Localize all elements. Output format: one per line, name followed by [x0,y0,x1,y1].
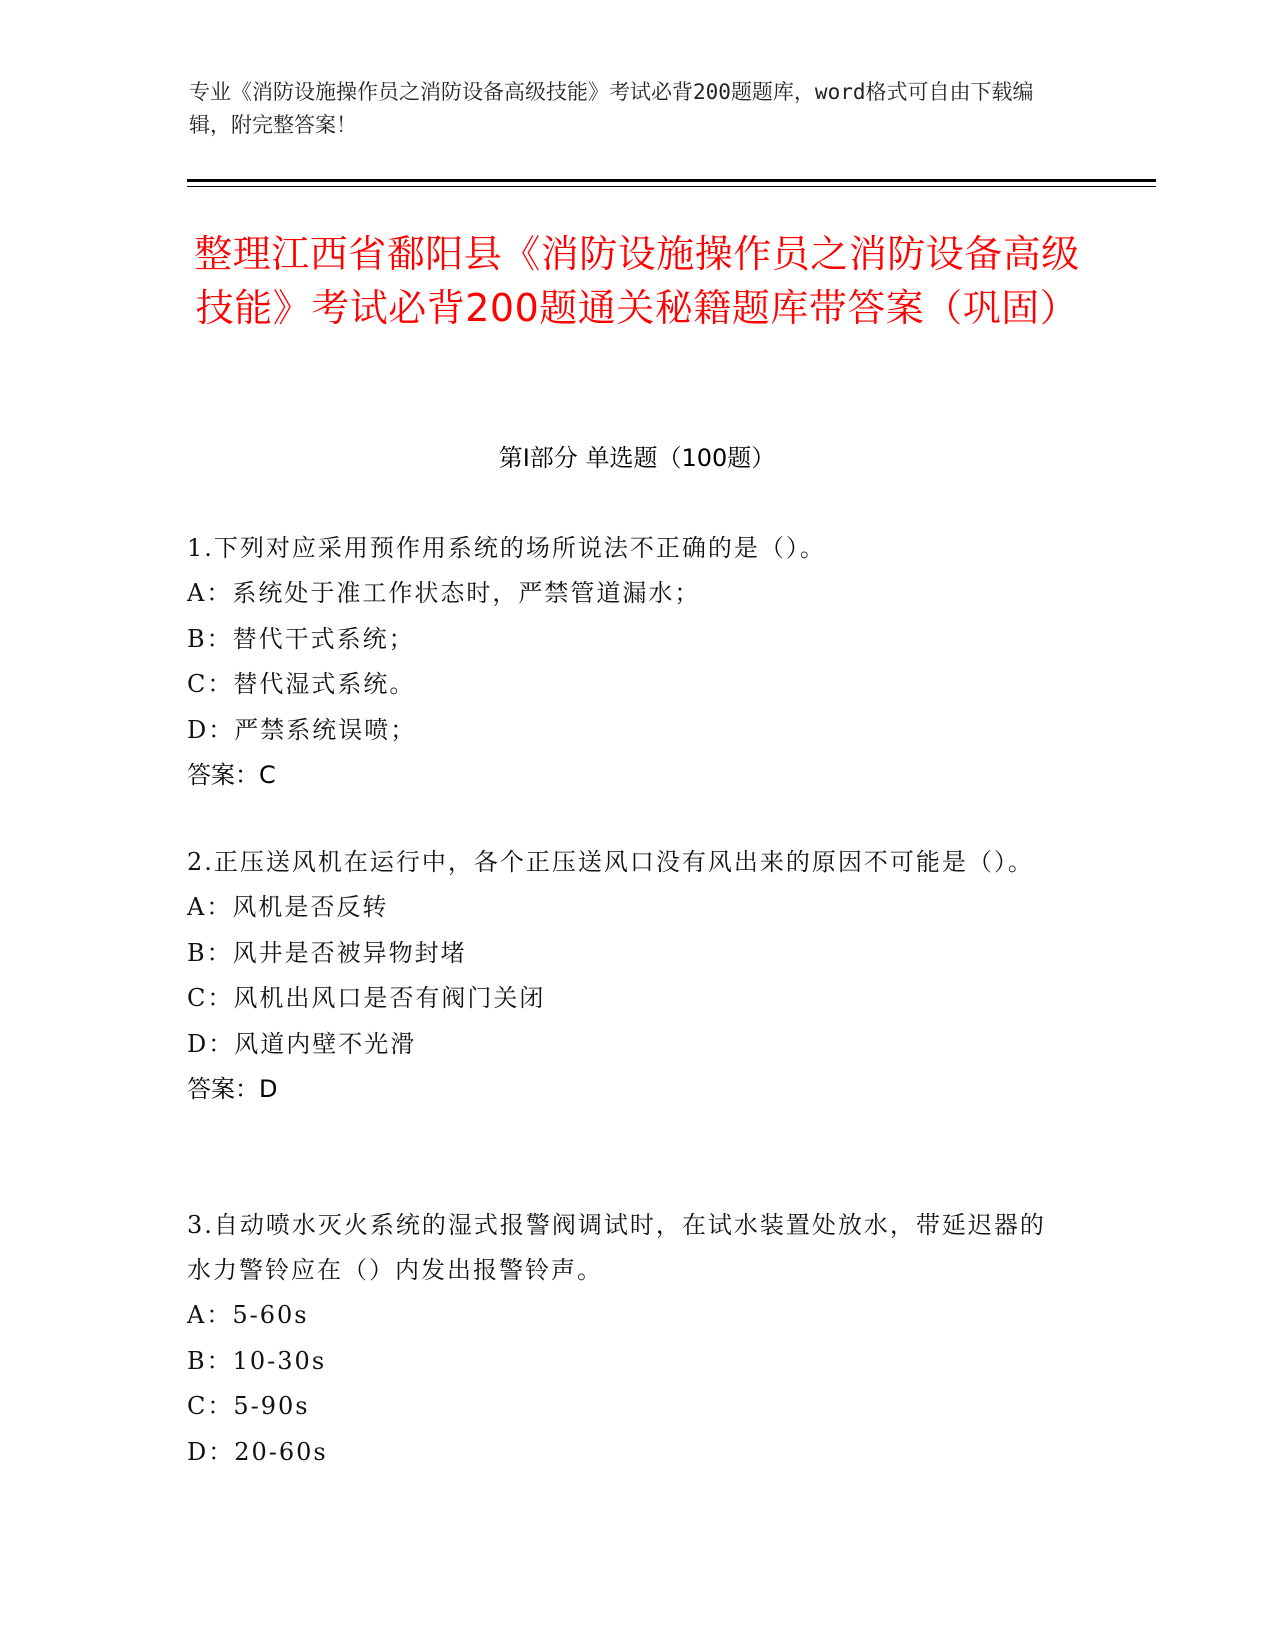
header-divider-thin [187,186,1156,187]
option-b: B：替代干式系统； [187,624,415,653]
question-3 [187,1203,1067,1475]
question-1 [187,526,1067,798]
option-d: D：20-60s [187,1437,328,1466]
header-divider-thick [187,179,1156,182]
question-stem: 2.正压送风机在运行中，各个正压送风口没有风出来的原因不可能是（）。 [187,848,1034,876]
document-title: 整理江西省鄱阳县《消防设施操作员之消防设备高级技能》考试必背200题通关秘籍题库带答案（巩固） [194,232,1080,330]
header-note: 专业《消防设施操作员之消防设备高级技能》考试必背200题题库，word格式可自由下载编辑，附完整答案！ [189,80,1034,137]
option-d: D：风道内壁不光滑 [187,1029,417,1058]
question-stem: 1.下列对应采用预作用系统的场所说法不正确的是（）。 [187,534,826,562]
option-d: D：严禁系统误喷； [187,715,417,744]
question-2 [187,840,1067,1112]
section-title: 第Ⅰ部分 单选题（100题） [498,444,776,472]
option-c: C：替代湿式系统。 [187,670,416,698]
option-c: C：5-90s [187,1392,310,1420]
option-b: B：10-30s [187,1346,327,1375]
option-b: B：风井是否被异物封堵 [187,938,467,967]
option-a: A：5-60s [187,1301,309,1329]
option-a: A：系统处于准工作状态时，严禁管道漏水； [187,579,701,607]
question-stem: 3.自动喷水灭火系统的湿式报警阀调试时，在试水装置处放水，带延迟器的水力警铃应在（）内发出报警铃声。 [187,1211,1046,1284]
option-a: A：风机是否反转 [187,893,389,921]
answer: 答案：D [187,1075,278,1103]
answer: 答案：C [187,761,276,789]
option-c: C：风机出风口是否有阀门关闭 [187,984,546,1012]
